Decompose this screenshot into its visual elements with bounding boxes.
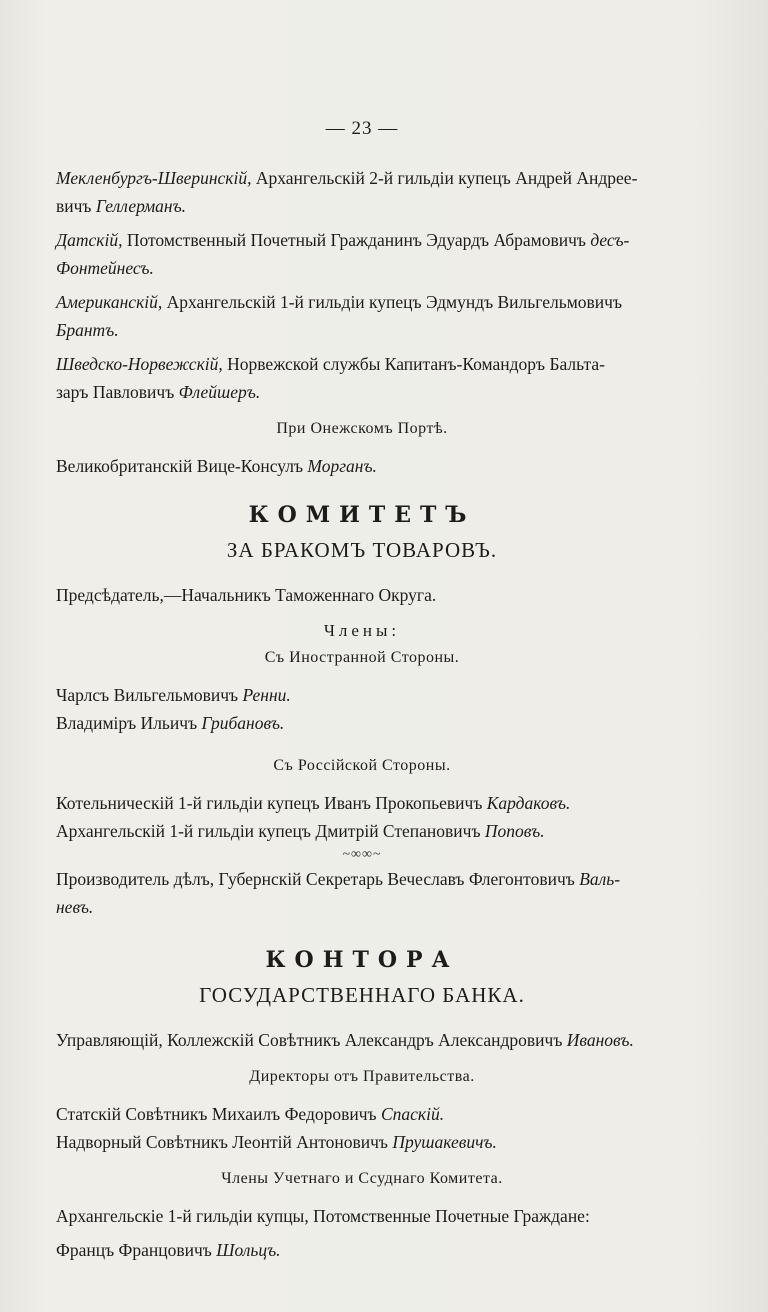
onega-heading: При Онежскомъ Портѣ. xyxy=(276,420,448,437)
page-number: — 23 — xyxy=(325,118,399,139)
member-text: Архангельскій 1-й гильдіи купецъ Дмитрій Степановичъ xyxy=(56,821,485,841)
foreign-member xyxy=(56,681,668,709)
ornament-divider: ~∞∞~ xyxy=(342,847,382,862)
committee-subtitle: ЗА БРАКОМЪ ТОВАРОВЪ. xyxy=(226,538,498,562)
director-name: Спаскій. xyxy=(380,1104,445,1124)
consul-name: десъ- xyxy=(590,230,630,250)
onega-text: Великобританскій Вице-Консулъ xyxy=(56,456,308,476)
director-text: Статскій Совѣтникъ Михаилъ Федоровичъ xyxy=(56,1104,381,1124)
onega-entry xyxy=(56,452,668,480)
page-content xyxy=(56,118,668,1264)
member-text: Владиміръ Ильичъ xyxy=(56,713,202,733)
consul-name: Геллерманъ. xyxy=(95,196,187,216)
director-text: Надворный Совѣтникъ Леонтій Антоновичъ xyxy=(56,1132,393,1152)
bank-subtitle: ГОСУДАРСТВЕННАГО БАНКА. xyxy=(199,983,525,1007)
committee-members-heading: Члены: xyxy=(323,621,401,640)
consul-country: Датскій, xyxy=(56,230,123,250)
consul-name: Брантъ. xyxy=(56,320,119,340)
bank-manager xyxy=(56,1026,668,1054)
committee-clerk xyxy=(56,865,668,893)
consul-name: Фонтейнесъ. xyxy=(56,258,154,278)
foreign-member xyxy=(56,709,668,737)
russian-member xyxy=(56,817,668,845)
member-name: Шольцъ. xyxy=(216,1240,281,1260)
consul-name: Флейшеръ. xyxy=(178,382,261,402)
director-entry xyxy=(56,1128,668,1156)
clerk-text: Производитель дѣлъ, Губернскій Секретарь Вечеславъ Флегонтовичъ xyxy=(56,869,580,889)
consul-text: Архангельскій 1-й гильдіи купецъ Эдмундъ Вильгельмовичъ xyxy=(162,292,622,312)
member-text: Котельническій 1-й гильдіи купецъ Иванъ Прокопьевичъ xyxy=(56,793,487,813)
consul-text: заръ Павловичъ xyxy=(56,382,179,402)
committee-clerk-cont xyxy=(56,893,668,921)
director-entry xyxy=(56,1100,668,1128)
clerk-name: Валь- xyxy=(579,869,621,889)
director-name: Прушакевичъ. xyxy=(392,1132,497,1152)
accounting-committee-heading: Члены Учетнаго и Ссуднаго Комитета. xyxy=(221,1170,503,1187)
committee-title: КОМИТЕТЪ xyxy=(248,502,476,528)
russian-member xyxy=(56,789,668,817)
member-name: Поповъ. xyxy=(484,821,545,841)
member-text: Чарлсъ Вильгельмовичъ xyxy=(56,685,243,705)
member-name: Кардаковъ. xyxy=(486,793,571,813)
consul-text: Потомственный Почетный Гражданинъ Эдуардъ Абрамовичъ xyxy=(122,230,591,250)
member-text: Францъ Францовичъ xyxy=(56,1240,217,1260)
consul-text: вичъ xyxy=(56,196,96,216)
consul-text: Норвежской службы Капитанъ-Командоръ Бальта- xyxy=(222,354,605,374)
bank-title: КОНТОРА xyxy=(265,947,459,973)
manager-name: Ивановъ. xyxy=(566,1030,634,1050)
accounting-members-line: Архангельскіе 1-й гильдіи купцы, Потомственные Почетные Граждане: xyxy=(56,1206,590,1226)
foreign-side-heading: Съ Иностранной Стороны. xyxy=(264,649,460,666)
consul-entry xyxy=(56,288,668,344)
consul-entry xyxy=(56,164,668,220)
consul-text: Архангельскій 2-й гильдіи купецъ Андрей Андрее- xyxy=(251,168,638,188)
onega-name: Морганъ. xyxy=(307,456,377,476)
consul-country: Шведско-Норвежскій, xyxy=(56,354,223,374)
member-name: Грибановъ. xyxy=(201,713,285,733)
consul-country: Американскій, xyxy=(56,292,163,312)
manager-text: Управляющій, Коллежскій Совѣтникъ Александръ Александровичъ xyxy=(56,1030,567,1050)
member-name: Ренни. xyxy=(242,685,291,705)
directors-heading: Директоры отъ Правительства. xyxy=(249,1068,475,1085)
consul-entry xyxy=(56,226,668,282)
clerk-name: невъ. xyxy=(56,897,94,917)
russian-side-heading: Съ Россійской Стороны. xyxy=(273,757,451,774)
consul-entry xyxy=(56,350,668,406)
committee-chairman: Предсѣдатель,—Начальникъ Таможеннаго Округа. xyxy=(56,585,437,605)
consul-country: Мекленбургъ-Шверинскій, xyxy=(56,168,252,188)
accounting-member xyxy=(56,1236,668,1264)
